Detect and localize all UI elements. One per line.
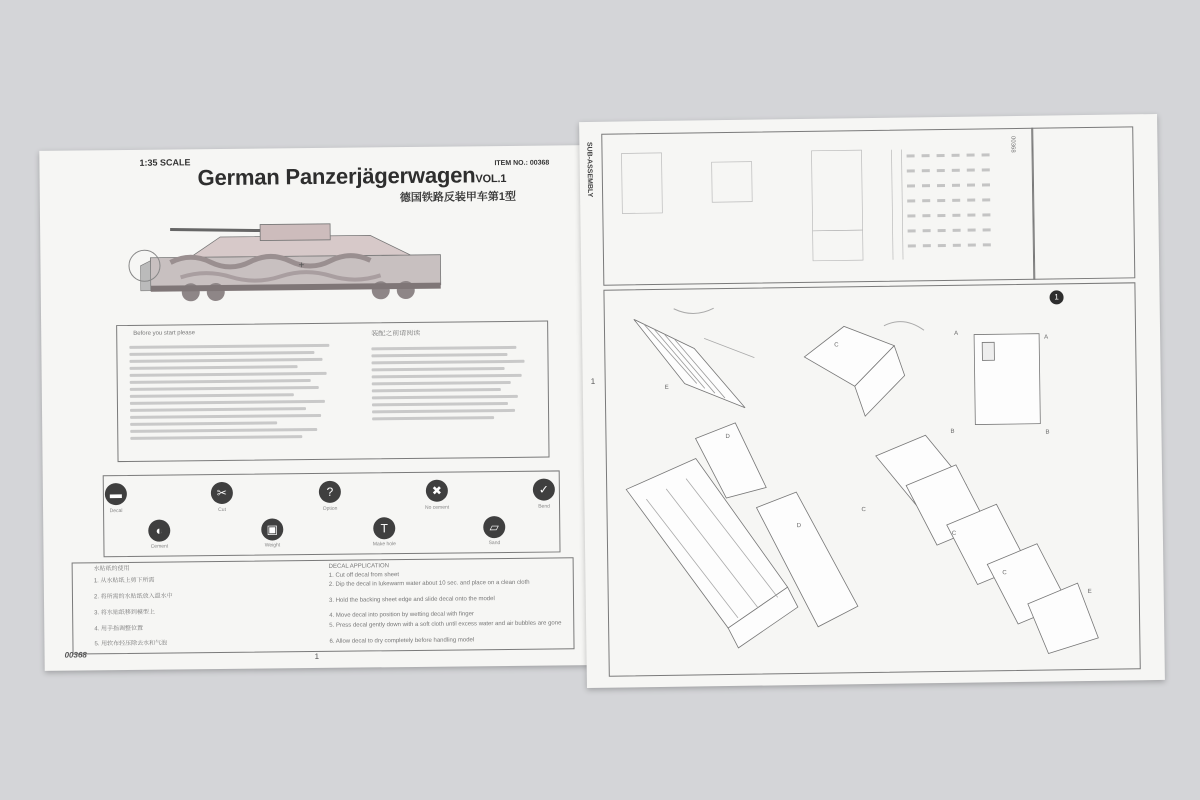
notes-heading-en: Before you start please [133,330,195,337]
weight-icon: ▣ [261,518,283,540]
cut-icon: ✂ [211,482,233,504]
part-label: D [796,523,802,530]
part-label: C [1002,570,1007,577]
page-number-right: 1 [590,376,596,386]
svg-text:+: + [298,260,305,272]
option-icon: ? [319,481,341,503]
sprue-legend-frame [1031,126,1135,279]
vertical-header: SUB-ASSEMBLY [585,141,594,198]
part-label: B [950,428,955,435]
step-number: 1 [1049,290,1063,304]
icon-label: Bend [538,503,550,510]
emblem-icon [128,250,160,282]
decal-step: 3. Hold the backing sheet edge and slide decal onto the model [328,596,495,604]
sprue-legend-code: 00368 [1009,135,1016,153]
icon-label: Cut [218,506,226,514]
title-text: German Panzerjägerwagen [197,162,476,191]
icon-label: Option [322,505,338,512]
decal-step: 1. Cut off decal from sheet [328,572,400,579]
part-label: C [861,507,866,514]
instruction-sheet-left [39,145,589,671]
decal-step: 6. Allow decal to dry completely before handling model [329,637,475,645]
notes-cn-lines [371,342,542,425]
part-label: D [725,433,730,441]
railcar-illustration [110,204,461,308]
part-label: A [954,330,959,337]
no-cement-icon: ✖ [426,480,448,502]
decal-icon: ▬ [105,483,127,505]
part-label: C [951,530,957,537]
scale-label: 1:35 SCALE [139,157,191,168]
cn-decal-step: 2. 将所需的水贴纸放入温水中 [93,593,173,601]
decal-step: 4. Move decal into position by wetting decal with finger [329,611,474,619]
decal-step: 2. Dip the decal in lukewarm water about 10 sec. and place on a clean cloth [328,579,530,588]
cn-decal-step: 4. 用手指调整位置 [94,625,144,633]
item-number: ITEM NO.: 00368 [494,159,550,168]
sand-icon: ▱ [483,516,505,538]
page-title [197,162,506,191]
icon-label: Decal [109,508,123,515]
part-label: A [1044,334,1049,341]
notes-en-lines [129,340,340,444]
cn-decal-step: 3. 将水贴纸移到模型上 [94,609,155,617]
assembly-diagram [603,282,1138,674]
decal-step: 5. Press decal gently down with a soft cloth until excess water and air bubbles are gone [329,620,562,629]
cement-icon: ◐ [148,520,170,542]
cn-decal-step: 5. 用软布轻压除去水和气泡 [94,640,168,648]
part-label: E [664,384,669,391]
cn-decal-heading: 水贴纸的使用 [93,565,130,573]
icon-label: Cement [150,543,169,550]
icon-label: Weight [264,542,281,549]
icon-label: Make hole [372,541,396,548]
page-number: 1 [314,651,320,662]
kit-code: 00368 [64,650,87,660]
icon-label: Sand [488,540,501,547]
bend-icon: ✓ [533,478,555,500]
icon-label: No cement [424,504,450,511]
chinese-title: 德国铁路反装甲车第1型 [399,190,516,205]
notes-heading-cn: 装配之前请阅读 [371,329,421,338]
part-label: E [1087,588,1092,596]
sprue-diagram [601,128,1033,284]
make-hole-icon: T [373,517,395,539]
part-label: B [1045,429,1050,436]
title-vol: VOL.1 [475,172,507,186]
part-label: C [834,342,839,349]
instruction-sheet-right [579,114,1165,688]
decal-heading: DECAL APPLICATION [328,563,390,570]
cn-decal-step: 1. 从水贴纸上剪下所需 [93,577,155,585]
